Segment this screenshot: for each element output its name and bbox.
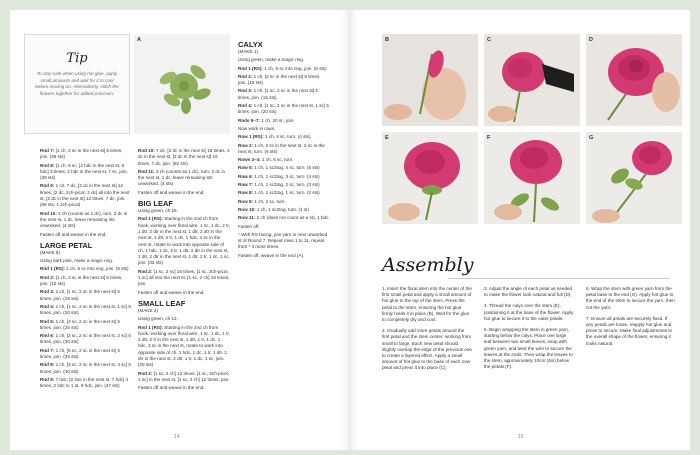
assembly-step: 4. Thread the calyx over the stem (E), positioning it at the base of the flower. Apply hot glue to secure it to the outer petals. [484,303,574,321]
right-page [350,10,690,450]
photo-c [484,34,580,126]
photo-d [586,34,682,126]
large-petal-intro: Using dark pink, make a magic ring. [40,258,114,264]
photo-label: G [589,135,594,141]
pattern-row: Rnd 2: [1 sc, 2 sc] 16 times, [1 sc, 3ch-picot, 1 sc] all into the next st, [1 sc, 2 ch] 16 times, join. [138,268,230,287]
tip-title: Tip [66,51,88,66]
pattern-row: Rnd 4: 1 ch, [1 sc, 2 sc in the next st, 1 sc] 5 times, join. (20 sts) [238,103,329,115]
pattern-row: Rnd 3: 1 ch, [1 sc, 2 sc in the next st] 5 times, join. (15 sts) [40,289,120,301]
assembly-step: 2. Gradually add more petals around the first petal and the stem center, working from small to large. Each new petal should slightly overlap the edge of the previous one to create a layered effect. Apply a small amount of hot glue to the base of each new petal and press it into place (C). [382,328,472,371]
small-leaf-make: (MAKE 2) [138,307,158,313]
pattern-row: Rnd 7: [1 ch, 2 sc in the next st] 5 times, join. (35 sts) [40,148,123,160]
pattern-row: Rnd 1 (RS): Starting in the 2nd ch from hook, working over floral wire, 1 sc, 1 dc, 2 tr, 1 dtr, 2 dtr in the next st, 1 dtr, 2 dtr in the next st, 1 dtr, 2 tr, 1 dc, 1 hdc, 3 sc in the next st, rotate to work into opposite side of ch, 1 hdc, 1 dc, 2 tr, 1 dtr, 2 dtr in the next st, 1 dtr, 2 dtr in the next st, 1 dtr, 2 tr, 1 dc, 1 sc, join. (33 sts) [138,216,230,266]
photo-label: E [385,135,389,141]
left-column-3 [238,40,330,261]
big-leaf-intro: Using green, ch 15. [138,208,178,214]
calyx-heading: CALYX [238,40,263,49]
assembly-step: 6. Wrap the stem with green yarn from the petal base to the end (G). Apply hot glue to the end of the stem to secure the yarn, then cut the yarn. [586,286,675,310]
pattern-row: Rnd 1 (RS): 1 ch, 5 sc into ring, join. (5 sts) [40,266,129,272]
pattern-row: Row 1 (RS): 1 ch, 4 sc, turn. (4 sts) [238,134,311,140]
assembly-column-1 [382,286,472,377]
pattern-row: Row 5: 1 ch, 1 sc2tog, 4 sc, turn. (5 sts) [238,165,320,171]
photo-g [586,132,682,224]
assembly-step: 3. Adjust the angle of each petal as needed to make the flower look natural and full (D). [484,286,573,298]
crochet-calyx-image [134,34,230,134]
pattern-row: Now work in rows. [238,125,276,131]
tip-box [24,34,130,134]
assembly-step: 5. Begin wrapping the stem in green yarn, starting below the calyx. Place one large leaf between two small leaves, wrap with green yarn, and twist the wire to secure the leaves at the ends. Then wrap the leaves to the stem, approximately 10cm (4in) below the petals (F). [484,327,573,370]
pattern-row: Row 6: 1 ch, 1 sc2tog, 3 sc, turn. (4 sts) [238,173,320,179]
page-number-left: 14 [174,434,180,440]
pattern-row: Rnd 10: 7 dc, [2 dc in the next st] 16 times, 4 dc in the next st, [2 dc in the next st] 16 times, 7 dc, join. (82 sts) [138,148,230,166]
pattern-row: Rnd 9: 1 ch, 7 dc, [2 dc in the next st] 12 times, [2 dc, 2ch-picot, 2 dc] all into the next st, [2 dc in the next st] 12 times, 7 dc, join. (68 sts, 1 2ch-picot) [40,183,130,208]
pattern-row: Rnd 4: 1 ch, [1 sc, 2 sc in the next st, 1 sc] 5 times, join. (20 sts) [40,303,131,316]
hand-petal-image [382,34,478,126]
pattern-row: Fasten off and weave in the end. [138,289,205,295]
pattern-row: Rnd 7: 1 ch, [5 sc, 2 sc in the next st] 5 times, join. (35 sts) [40,347,120,360]
pattern-row: Rnd 2: [1 ch, 2 sc in the next st] 5 times, join. (10 sts) [40,274,123,287]
pattern-row: Rnd 2: 1 ch, [2 sc in the next st] 5 times, join. (10 sts) [238,73,321,86]
pattern-row: Fasten off, weave in the end (A). [238,252,305,258]
pattern-row: Fasten off and weave in the end. [40,231,107,237]
finished-rose-image [586,132,682,224]
pattern-row: Rnd 2: [1 sc, 2 ch] 12 times, [1 sc, 3ch-picot, 1 sc] in the next st, [1 sc, 2 ch] 12 times, join. [138,370,230,382]
glue-gun-image [484,34,580,126]
assembly-step: 1. Insert the floral stem into the center of the first small petal and apply a small amount of hot glue to the top of the stem. Press the petal to the stem, ensuring the hot glue firmly holds it in place (B). Wait for the glue to completely dry and cool. [382,286,472,323]
pattern-row: Fasten off and weave in the end. [138,189,205,195]
pattern-row: Rnd 8: [1 ch, 6 sc, [2 hdc in the next st, 6 hdc] 3 times, 2 hdc in the next st, 7 sc, join. (39 sts) [40,162,128,181]
pattern-row: Rnds 5–7: 1 ch, 20 sc, join. [238,117,295,123]
pattern-row: Row 11: 2 ch (does not count as a st), 1 hdc. [238,215,330,221]
pattern-row: Row 8: 1 ch, 1 sc2tog, 1 sc, turn. (2 sts) [238,190,320,196]
assembly-divider [448,278,670,279]
photo-label: F [487,135,491,141]
tip-text: To stay safe when using hot glue, apply small amounts and wait for it to cool before moving on. Alternatively, stitch the flowers together for added precision. [35,71,119,96]
small-leaf-heading: SMALL LEAF [138,298,186,308]
pattern-row: Rnd 6: 1 ch, [2 sc, 2 sc in the next st, 2 sc] 5 times, join. (30 sts) [40,333,131,345]
assembly-title: Assembly [382,254,474,276]
photo-label: B [385,37,389,43]
pattern-row: Fasten off and weave in the end. [138,385,205,391]
rose-calyx-image [382,132,478,224]
pattern-row: Rnd 11: 3 ch (counts as 1 dc), turn, 2 dc in the next st, 1 dc, leave remaining sts unworked. (4 sts) [138,168,226,187]
photo-b [382,34,478,126]
assembly-column-2 [484,286,574,375]
rose-leaves-image [484,132,580,224]
photo-label: C [487,37,491,43]
pattern-row: Row 7: 1 ch, 1 sc2tog, 2 sc, turn. (3 sts) [238,182,320,188]
pattern-row: Row 10: 1 ch, 1 sc2tog, turn. (1 st) [238,206,309,212]
left-page [10,10,350,450]
calyx-intro: Using green, make a magic ring. [238,57,305,63]
pattern-row: Rnd 9: 7 hdc, [2 hdc in the next st, 7 hdc] 4 times, 2 hdc in 1 st, 8 hdc, join. (47 sts) [40,376,129,389]
pattern-row: Rnd 10: 3 ch (counts as 1 dc), turn, 2 dc in the next st, 1 dc, leave remaining sts unworked. (4 sts) [40,210,128,229]
calyx-make: (MAKE 1) [238,49,258,54]
pattern-row: Rnd 8: 1 ch, [3 sc, 2 sc in the next st, 3 sc] 5 times, join. (40 sts) [40,362,131,374]
small-leaf-intro: Using green, ch 12. [138,316,178,322]
pattern-row: Rnd 3: 1 ch, [1 sc, 2 sc in the next st] 5 times, join. (15 sts) [238,88,318,100]
pattern-row: Rnd 1 (RS): Starting in the 2nd ch from hook, working over floral wire, 1 sc, 1 dc, 1 tr, 2 dtr, 2 tr in the next st, 1 dtr, 1 tr, 1 dc, 1 hdc, 3 sc in the next st, rotate to work into opposite side of ch, 1 hdc, 1 dc, 1 tr, 1 dtr, 2 dtr in the next st, 2 dtr, 1 tr, 1 dc, 1 sc, join. (25 sts) [138,324,230,368]
big-leaf-heading: BIG LEAF [138,199,173,209]
left-column-1 [40,148,132,392]
pattern-row: Row 2: 1 ch, 2 sc in the next st, 2 sc in the next st, turn. (6 sts) [238,142,325,154]
pattern-row: * With RS facing, join yarn in next unworked st of Round 7. Repeat rows 1 to 11, repeat from * 4 more times. [238,231,328,250]
rose-adjust-image [586,34,682,126]
photo-label: D [589,37,593,43]
left-column-2 [138,148,230,394]
photo-label: A [137,37,141,43]
assembly-step: 7. Ensure all petals are securely fixed. If any petals are loose, reapply hot glue and press to secure. Make final adjustments to the overall shape of the flower, ensuring it looks natural. [586,315,673,346]
pattern-row: Rows 3–4: 1 ch, 6 sc, turn. [238,157,294,163]
large-petal-heading: LARGE PETAL [40,240,93,250]
pattern-row: Rnd 1 (RS): 1 ch, 5 sc into ring, join. (5 sts) [238,65,327,71]
pattern-row: Row 9: 1 ch, 2 sc, turn. [238,198,286,204]
photo-e [382,132,478,224]
page-number-right: 15 [518,434,524,440]
photo-f [484,132,580,224]
pattern-row: Rnd 5: 1 ch, [3 sc, 2 sc in the next st] 5 times, join. (25 sts) [40,318,120,330]
book-spread [10,10,690,450]
large-petal-make: (MAKE 5) [40,249,60,255]
photo-a-calyx [134,34,230,134]
assembly-column-3 [586,286,676,352]
pattern-row: Fasten off. [238,223,260,229]
